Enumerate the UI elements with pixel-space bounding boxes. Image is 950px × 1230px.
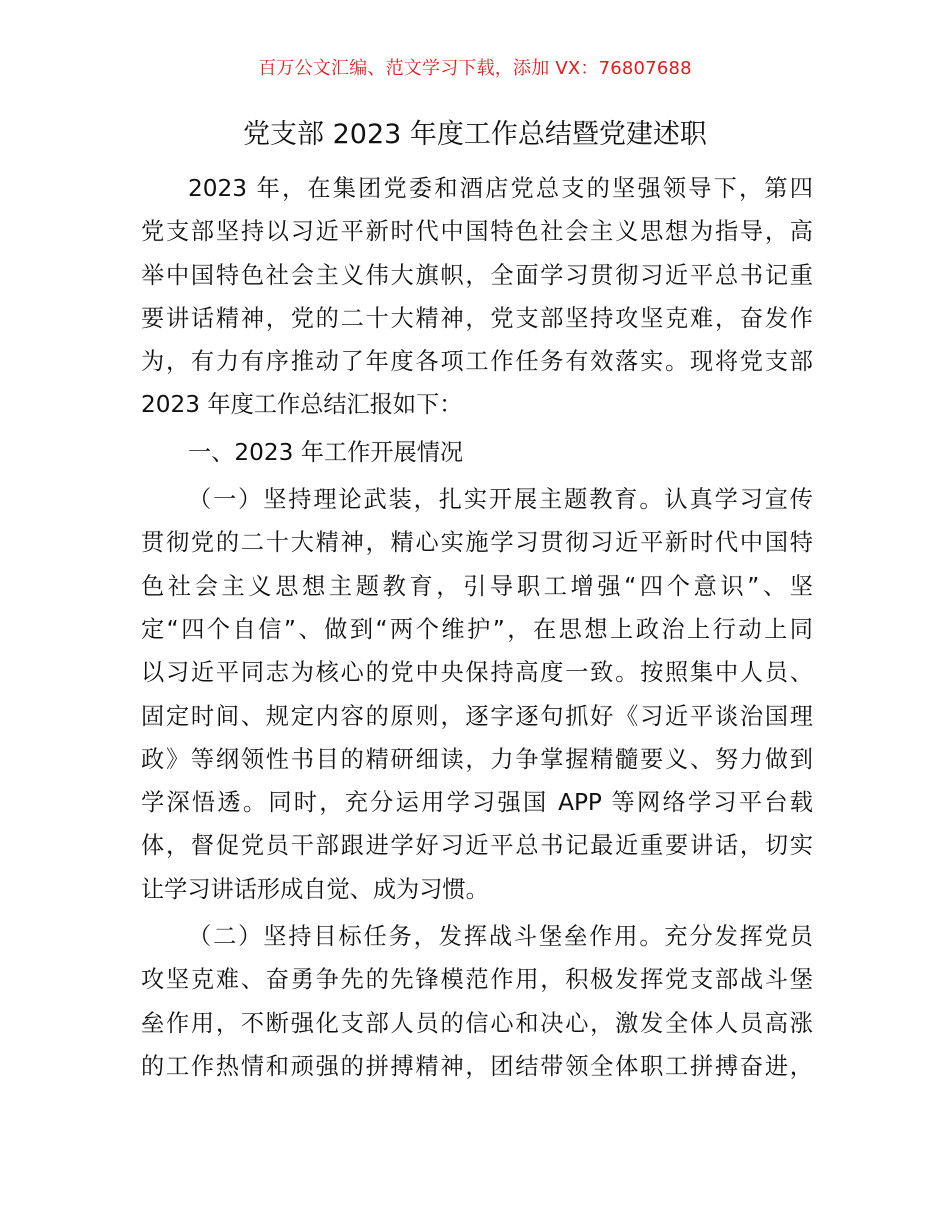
paragraph-subsection-1 <box>141 478 813 911</box>
document-body <box>141 167 813 1088</box>
section-heading <box>141 431 813 474</box>
document-title: 党支部 2023 年度工作总结暨党建述职 <box>243 119 707 150</box>
watermark-banner: 百万公文汇编、范文学习下载，添加 VX：76807688 <box>258 58 692 79</box>
heading-text: 一、2023 年工作开展情况 <box>188 438 464 466</box>
text-line: 的工作热情和顽强的拼搏精神，团结带领全体职工拼搏奋进， <box>141 1052 813 1080</box>
text-line: 贯彻党的二十大精神，精心实施学习贯彻习近平新时代中国特 <box>141 529 813 557</box>
text-line: 让学习讲话形成自觉、成为习惯。 <box>141 875 489 903</box>
text-line: 要讲话精神，党的二十大精神，党支部坚持攻坚克难，奋发作 <box>141 304 813 332</box>
text-line: 以习近平同志为核心的党中央保持高度一致。按照集中人员、 <box>141 659 813 687</box>
text-line: 垒作用，不断强化支部人员的信心和决心，激发全体人员高涨 <box>141 1009 813 1037</box>
text-line: 攻坚克难、奋勇争先的先锋模范作用，积极发挥党支部战斗堡 <box>141 966 813 994</box>
text-line: （一）坚持理论武装，扎实开展主题教育。认真学习宣传 <box>188 486 813 514</box>
text-line: 2023 年，在集团党委和酒店党总支的坚强领导下，第四 <box>188 175 813 202</box>
text-line: 为，有力有序推动了年度各项工作任务有效落实。现将党支部 <box>141 348 813 376</box>
text-line: 举中国特色社会主义伟大旗帜，全面学习贯彻习近平总书记重 <box>141 261 813 289</box>
text-line: 党支部坚持以习近平新时代中国特色社会主义思想为指导，高 <box>141 218 813 246</box>
text-line: 学深悟透。同时，充分运用学习强国 APP 等网络学习平台载 <box>141 789 813 817</box>
text-line: 2023 年度工作总结汇报如下： <box>141 391 463 419</box>
text-line: 固定时间、规定内容的原则，逐字逐句抓好《习近平谈治国理 <box>141 702 813 730</box>
text-line: （二）坚持目标任务，发挥战斗堡垒作用。充分发挥党员 <box>188 923 813 951</box>
text-line: 体，督促党员干部跟进学好习近平总书记最近重要讲话，切实 <box>141 832 813 860</box>
text-line: 定“四个自信”、做到“两个维护”，在思想上政治上行动上同 <box>141 615 813 643</box>
paragraph-intro <box>141 167 813 427</box>
text-line: 色社会主义思想主题教育，引导职工增强“四个意识”、坚 <box>141 572 813 600</box>
text-line: 政》等纲领性书目的精研细读，力争掌握精髓要义、努力做到 <box>141 745 813 773</box>
paragraph-subsection-2 <box>141 915 813 1088</box>
